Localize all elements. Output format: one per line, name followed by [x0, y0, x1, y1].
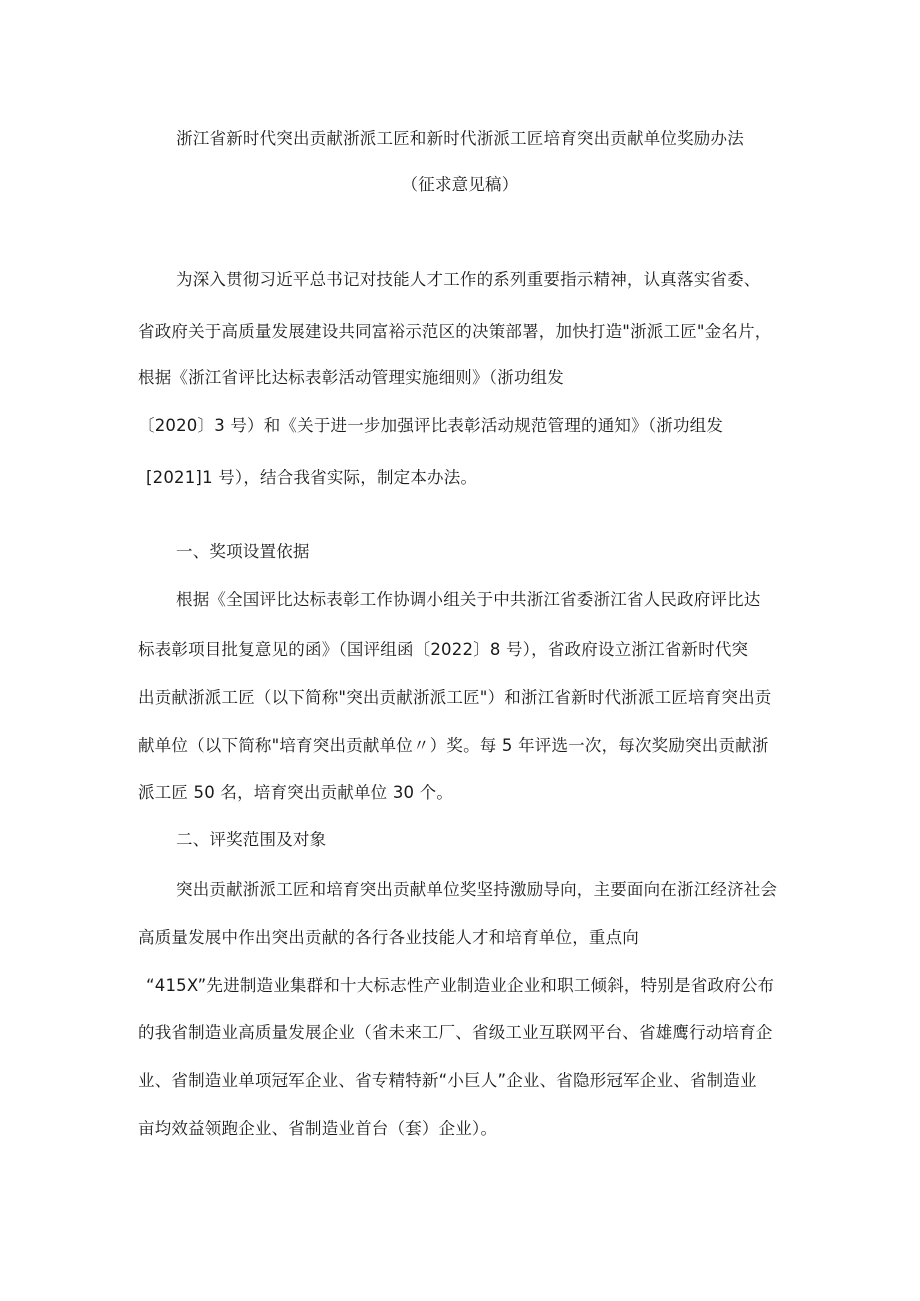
intro-line: 根据《浙江省评比达标表彰活动管理实施细则》（浙功组发 [138, 368, 564, 387]
section1-line: 根据《全国评比达标表彰工作协调小组关于中共浙江省委浙江省人民政府评比达 [176, 590, 761, 609]
section1-line: 献单位（以下简称"培育突出贡献单位〃）奖。每 5 年评选一次，每次奖励突出贡献浙 [138, 736, 769, 755]
section1-line: 派工匠 50 名，培育突出贡献单位 30 个。 [138, 783, 454, 802]
section1-heading: 一、奖项设置依据 [176, 542, 310, 561]
intro-line: 省政府关于高质量发展建设共同富裕示范区的决策部署，加快打造"浙派工匠"金名片， [138, 322, 772, 341]
section2-line: 突出贡献浙派工匠和培育突出贡献单位奖坚持激励导向，主要面向在浙江经济社会 [176, 880, 778, 899]
document-title: 浙江省新时代突出贡献浙派工匠和新时代浙派工匠培育突出贡献单位奖励办法 [176, 129, 744, 148]
section2-line: 高质量发展中作出突出贡献的各行各业技能人才和培育单位，重点向 [138, 928, 639, 947]
intro-line: 为深入贯彻习近平总书记对技能人才工作的系列重要指示精神，认真落实省委、 [176, 270, 761, 289]
intro-line: 〔2020〕3 号）和《关于进一步加强评比表彰活动规范管理的通知》（浙功组发 [138, 416, 724, 435]
section2-line: 业、省制造业单项冠军企业、省专精特新“小巨人”企业、省隐形冠军企业、省制造业 [138, 1071, 757, 1090]
section2-line: 亩均效益领跑企业、省制造业首台（套）企业）。 [138, 1119, 498, 1138]
section1-line: 出贡献浙派工匠（以下简称"突出贡献浙派工匠"）和浙江省新时代浙派工匠培育突出贡 [138, 688, 772, 707]
section1-line: 标表彰项目批复意见的函》（国评组函〔2022〕8 号），省政府设立浙江省新时代突 [138, 640, 749, 659]
section2-line: 的我省制造业高质量发展企业（省未来工厂、省级工业互联网平台、省雄鹰行动培育企 [138, 1023, 773, 1042]
document-subtitle: （征求意见稿） [401, 175, 519, 194]
intro-line: [2021]1 号），结合我省实际，制定本办法。 [146, 468, 478, 487]
section2-heading: 二、评奖范围及对象 [176, 830, 327, 849]
section2-line: “415X”先进制造业集群和十大标志性产业制造业企业和职工倾斜，特别是省政府公布 [146, 976, 775, 995]
